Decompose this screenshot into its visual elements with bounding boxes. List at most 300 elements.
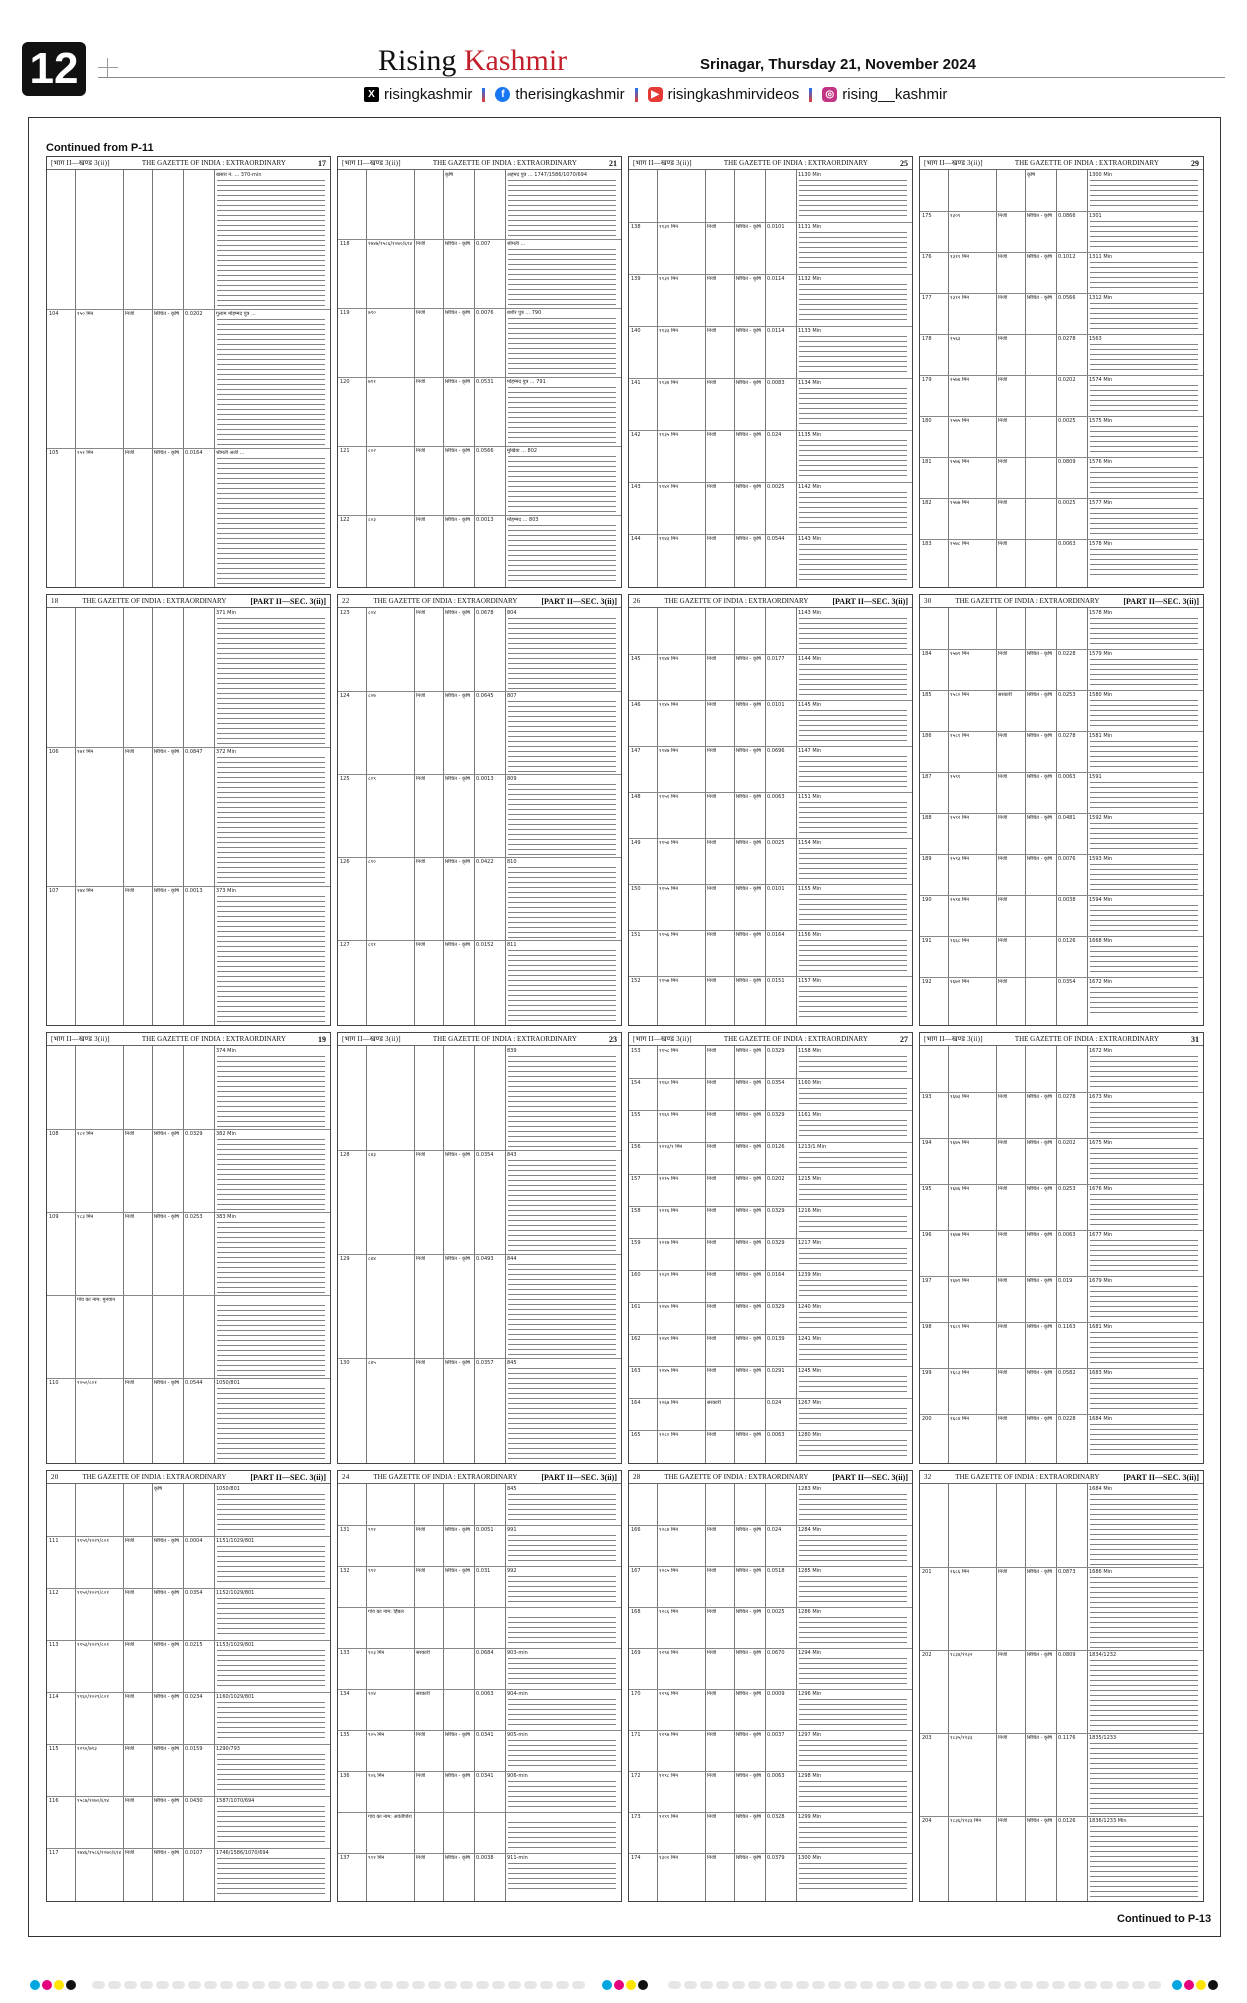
table-cell-area: 0.0051 [476,1527,494,1533]
table-cell-khasra: १५८१ मिन [950,733,970,739]
table-cell-serial: 193 [922,1094,932,1100]
print-pill-mark [1084,1981,1097,1989]
table-cell-serial: 194 [922,1140,932,1146]
table-cell-ownership: निजी [998,336,1008,342]
newspaper-brand[interactable] [378,44,567,78]
table-cell-area: 0.0038 [1058,897,1076,903]
table-cell-serial: 135 [340,1732,350,1738]
table-cell-area: 0.0083 [767,380,785,386]
table-column-divider [123,170,124,587]
table-column-divider [948,170,949,587]
table-row-divider [920,936,1203,937]
table-cell-khasra: १७४७/१५८६/१०७०/६९४ [368,241,413,247]
table-row-divider [920,293,1203,294]
gazette-page-number: 31 [1190,1035,1199,1044]
description-text-block [1090,1378,1198,1412]
table-cell-description: 1686 Min [1089,1569,1113,1575]
table-cell-description: 1285 Min [798,1568,822,1574]
description-text-block [217,1858,325,1898]
table-cell-land-type: सिंचित - कृषि [736,1368,762,1374]
table-cell-description: 1300 Min [798,1855,822,1861]
table-row-divider [47,1588,330,1589]
table-cell-description: 903-min [507,1650,528,1656]
table-cell-area: 0.0354 [476,1152,494,1158]
table-column-divider [734,1046,735,1463]
description-text-block [508,1368,616,1460]
description-text-block [217,618,325,745]
table-cell-khasra: १८३५/१२३३ [950,1735,973,1741]
table-cell-description: 1580 Min [1089,692,1113,698]
gazette-page-header [920,1033,1203,1046]
table-cell-khasra: १६६८ मिन [950,938,970,944]
gazette-part-label: 20 [51,1473,59,1481]
table-cell-area: 0.0234 [185,1694,203,1700]
table-cell-khasra: ११५२/१०२९/८०१ [77,1590,109,1596]
table-cell-description: 1301 [1089,213,1102,219]
table-cell-ownership: निजी [416,776,426,782]
table-cell-description: 839 [507,1048,517,1054]
table-cell-serial: 167 [631,1568,641,1574]
table-cell-khasra: ९०५ मिन [368,1732,385,1738]
gazette-part-label: [भाग II—खण्ड 3(ii)] [342,159,401,167]
table-row-divider [629,482,912,483]
print-registration-bar [22,1978,1222,1992]
description-text-block [799,180,907,220]
table-cell-area: 0.0063 [1058,541,1076,547]
table-cell-ownership: निजी [416,448,426,454]
table-cell-khasra: ११५४ मिन [659,840,679,846]
gazette-page-27 [628,1032,913,1464]
gazette-part-label: 28 [633,1473,641,1481]
table-cell-ownership: निजी [998,938,1008,944]
table-cell-land-type: सिंचित - कृषि [736,432,762,438]
social-instagram-handle: rising__kashmir [842,86,948,103]
table-cell-serial: 111 [49,1538,59,1544]
table-cell-land-type: सिंचित - कृषि [736,794,762,800]
cmyk-swatch-icon [42,1980,52,1990]
table-column-divider [214,1046,215,1463]
table-row-divider [338,1358,621,1359]
table-cell-area: 0.0202 [767,1176,785,1182]
table-cell-area: 0.0202 [1058,1140,1076,1146]
gazette-page-29 [919,156,1204,588]
table-cell-area: 0.0063 [767,1432,785,1438]
table-cell-land-type: सिंचित - कृषि [736,702,762,708]
table-cell-khasra: १२१५ मिन [659,1176,679,1182]
table-cell-serial: 119 [340,310,350,316]
table-cell-ownership: निजी [998,1569,1008,1575]
table-cell-description: अहमद पुत्र ... 1747/1586/1070/694 [507,172,588,178]
table-cell-serial: 203 [922,1735,932,1741]
table-cell-land-type: सिंचित - कृषि [1027,295,1053,301]
table-row-divider [47,1129,330,1130]
description-text-block [1090,221,1198,250]
gazette-page-number: [PART II—SEC. 3(ii)] [1123,597,1199,606]
table-cell-land-type: सिंचित - कृषि [445,448,471,454]
table-cell-land-type: सिंचित - कृषि [736,1336,762,1342]
table-cell-serial: 176 [922,254,932,260]
table-cell-description: 1147 Min [798,748,822,754]
gazette-part-label: [भाग II—खण्ड 3(ii)] [924,159,983,167]
table-cell-land-type: सिंचित - कृषि [445,1773,471,1779]
table-cell-khasra: १६८३ मिन [950,1370,970,1376]
table-cell-description: 1267 Min [798,1400,822,1406]
print-pill-mark [700,1981,713,1989]
gazette-page-number: [PART II—SEC. 3(ii)] [541,1473,617,1482]
table-cell-ownership: निजी [707,932,717,938]
gazette-title: THE GAZETTE OF INDIA : EXTRAORDINARY [373,597,518,605]
table-cell-area: 0.0341 [476,1732,494,1738]
print-pill-mark [92,1981,105,1989]
table-column-divider [657,608,658,1025]
social-x[interactable] [364,86,472,103]
table-cell-area: 0.0038 [476,1855,494,1861]
description-text-block [508,525,616,582]
gazette-page-grid [46,156,1210,1908]
table-row-divider [629,746,912,747]
description-text-block [799,492,907,532]
gazette-part-label: [भाग II—खण्ड 3(ii)] [633,1035,692,1043]
table-column-divider [796,1484,797,1901]
table-cell-land-type: सिंचित - कृषि [736,1773,762,1779]
table-row-divider [920,1322,1203,1323]
table-row-divider [338,1689,621,1690]
print-pill-mark [332,1981,345,1989]
table-cell-ownership: निजी [998,1370,1008,1376]
description-text-block [799,1699,907,1728]
table-cell-ownership: निजी [416,1527,426,1533]
gazette-part-label: [भाग II—खण्ड 3(ii)] [633,159,692,167]
table-cell-description: 1050/801 [216,1486,240,1492]
table-cell-area: 0.0025 [767,1609,785,1615]
table-row-divider [629,1771,912,1772]
description-text-block [508,784,616,855]
gazette-title: THE GAZETTE OF INDIA : EXTRAORDINARY [723,1035,868,1043]
print-pill-mark [876,1981,889,1989]
table-cell-area: 0.031 [476,1568,491,1574]
table-row-divider [920,813,1203,814]
description-text-block [1090,1240,1198,1274]
print-pill-mark [492,1981,505,1989]
table-row-divider [920,334,1203,335]
gazette-page-number: [PART II—SEC. 3(ii)] [832,597,908,606]
table-cell-khasra: ११४४ मिन [659,656,679,662]
table-column-divider [948,608,949,1025]
table-cell-serial: 183 [922,541,932,547]
table-cell-description: 1579 Min [1089,651,1113,657]
table-cell-ownership: निजी [998,856,1008,862]
table-cell-ownership: निजी [707,1112,717,1118]
table-column-divider [996,608,997,1025]
print-pill-mark [140,1981,153,1989]
table-cell-land-type: सिंचित - कृषि [736,380,762,386]
table-cell-description: 1578 Min [1089,610,1113,616]
description-text-block [799,1781,907,1810]
table-column-divider [474,170,475,587]
table-cell-area: 0.0063 [767,1773,785,1779]
table-column-divider [183,1046,184,1463]
gazette-table [629,1484,912,1901]
table-cell-serial: 134 [340,1691,350,1697]
table-cell-area: 0.0126 [1058,938,1076,944]
table-cell-land-type: सिंचित - कृषि [736,1732,762,1738]
table-cell-land-type: सिंचित - कृषि [736,224,762,230]
print-pill-mark [252,1981,265,1989]
table-column-divider [1087,170,1088,587]
gazette-title: THE GAZETTE OF INDIA : EXTRAORDINARY [664,597,809,605]
table-cell-area: 0.0126 [767,1144,785,1150]
table-cell-ownership: निजी [998,1818,1008,1824]
description-text-block [1090,303,1198,332]
cmyk-swatch-icon [602,1980,612,1990]
description-text-block [799,756,907,790]
description-text-block [799,1494,907,1523]
table-cell-land-type: सिंचित - कृषि [1027,692,1053,698]
table-cell-khasra: ११५३/१०२९/८०१ [77,1642,109,1648]
table-column-divider [505,170,506,587]
table-cell-serial: 195 [922,1186,932,1192]
table-column-divider [1025,608,1026,1025]
table-cell-khasra: १३११ मिन [950,254,970,260]
table-cell-serial: 140 [631,328,641,334]
description-text-block [1090,426,1198,455]
table-cell-land-type: सिंचित - कृषि [1027,213,1053,219]
table-cell-area: 0.0329 [767,1240,785,1246]
table-cell-area: 0.0341 [476,1773,494,1779]
gazette-page-header [629,1471,912,1484]
table-column-divider [705,1046,706,1463]
description-text-block [799,1408,907,1428]
table-row-divider [47,1744,330,1745]
table-cell-ownership: निजी [998,1186,1008,1192]
table-cell-land-type: सिंचित - कृषि [154,1798,180,1804]
page-number: 12 [22,42,86,96]
print-pill-mark [300,1981,313,1989]
table-row-divider [47,1536,330,1537]
table-cell-description: 1217 Min [798,1240,822,1246]
table-cell-serial: 143 [631,484,641,490]
gazette-page-number: 21 [608,159,617,168]
table-column-divider [366,1484,367,1901]
table-cell-land-type: सिंचित - कृषि [736,1048,762,1054]
description-text-block [1090,467,1198,496]
table-cell-land-type: सिंचित - कृषि [736,1176,762,1182]
table-cell-land-type: सिंचित - कृषि [1027,254,1053,260]
table-cell-land-type: सिंचित - कृषि [736,1208,762,1214]
table-cell-ownership: निजी [998,1278,1008,1284]
table-cell-land-type: सिंचित - कृषि [736,1814,762,1820]
table-cell-description: 1135 Min [798,432,822,438]
table-row-divider [629,534,912,535]
table-column-divider [214,608,215,1025]
table-cell-description: 1160/1029/801 [216,1694,255,1700]
table-row-divider [629,1566,912,1567]
table-cell-khasra: १८३ मिन [77,1214,94,1220]
table-column-divider [796,608,797,1025]
table-cell-ownership: निजी [998,1735,1008,1741]
table-cell-ownership: निजी [125,311,135,317]
table-cell-serial: 121 [340,448,350,454]
table-row-divider [629,1334,912,1335]
table-cell-area: 0.0063 [476,1691,494,1697]
table-row-divider [338,1525,621,1526]
instagram-icon: ◎ [822,87,837,102]
description-text-block [799,1617,907,1646]
table-cell-khasra: १३०० मिन [659,1855,679,1861]
gazette-table [920,1484,1203,1901]
table-cell-area: 0.007 [476,241,491,247]
table-cell-description: 383 Min [216,1214,237,1220]
gazette-part-label: 26 [633,597,641,605]
description-text-block [1090,1660,1198,1731]
table-cell-description: खसरा नं. ... 370-min [216,172,262,178]
social-youtube[interactable] [648,86,800,103]
table-cell-serial: 138 [631,224,641,230]
print-pill-mark [908,1981,921,1989]
table-cell-land-type: सिंचित - कृषि [736,932,762,938]
gazette-page-number: 29 [1190,159,1199,168]
cmyk-swatch-icon [1208,1980,1218,1990]
table-column-divider [765,608,766,1025]
table-row-divider [629,1689,912,1690]
table-cell-description: 804 [507,610,517,616]
table-cell-ownership: निजी [998,651,1008,657]
description-text-block [508,1056,616,1148]
table-cell-serial: 112 [49,1590,59,1596]
table-column-divider [1087,1046,1088,1463]
table-row-divider [920,416,1203,417]
table-cell-ownership: सरकारी [416,1650,430,1656]
table-cell-land-type: सिंचित - कृषि [445,379,471,385]
table-cell-khasra: ८१० [368,859,376,865]
cmyk-swatch-icon [614,1980,624,1990]
table-cell-land-type: सिंचित - कृषि [154,1590,180,1596]
table-cell-description: 1245 Min [798,1368,822,1374]
table-cell-serial: 158 [631,1208,641,1214]
table-cell-area: 0.0253 [1058,692,1076,698]
table-cell-description: 372 Min [216,749,237,755]
table-cell-description: 1578 Min [1089,541,1113,547]
table-cell-land-type: सिंचित - कृषि [445,1152,471,1158]
table-cell-area: 0.0101 [767,702,785,708]
table-cell-area: 0.0430 [185,1798,203,1804]
table-cell-khasra: १६७६ मिन [950,1186,970,1192]
table-cell-khasra: ११३३ मिन [659,328,679,334]
table-row-divider [338,1150,621,1151]
table-row-divider [47,1212,330,1213]
print-pill-mark [124,1981,137,1989]
table-cell-ownership: निजी [125,1538,135,1544]
table-column-divider [1025,1484,1026,1901]
table-cell-area: 0.0847 [185,749,203,755]
table-row-divider [629,274,912,275]
table-cell-land-type: सिंचित - कृषि [736,1080,762,1086]
table-cell-area: 0.024 [767,1400,782,1406]
table-cell-serial: 149 [631,840,641,846]
table-cell-description: श्रीमती अली ... [216,450,245,456]
table-cell-khasra: ११३२ मिन [659,276,679,282]
table-cell-khasra: ११६०/१०२९/८०१ [77,1694,109,1700]
table-cell-serial: 120 [340,379,350,385]
description-text-block [1090,1286,1198,1320]
table-cell-serial: 122 [340,517,350,523]
table-cell-description: गुलाम मोहम्मद पुत्र ... [216,311,256,317]
table-column-divider [948,1484,949,1901]
table-cell-land-type: सिंचित - कृषि [154,1131,180,1137]
table-cell-khasra: १२९८ मिन [659,1773,679,1779]
table-cell-description: श्रीमती ... [507,241,526,247]
table-cell-area: 0.0278 [1058,1094,1076,1100]
table-row-divider [629,1607,912,1608]
gazette-page-header [338,1033,621,1046]
print-pill-mark [364,1981,377,1989]
description-text-block [1090,1826,1198,1897]
table-cell-area: 0.0063 [1058,774,1076,780]
print-pill-mark [684,1981,697,1989]
gazette-table [338,1484,621,1901]
gazette-title: THE GAZETTE OF INDIA : EXTRAORDINARY [82,597,227,605]
table-cell-serial: 181 [922,459,932,465]
print-pill-mark [540,1981,553,1989]
table-cell-land-type: सिंचित - कृषि [445,1732,471,1738]
table-column-divider [505,608,506,1025]
table-cell-description: 906-min [507,1773,528,1779]
table-row-divider [629,1430,912,1431]
table-cell-description: 1577 Min [1089,500,1113,506]
description-text-block [799,710,907,744]
table-cell-description: 1142 Min [798,484,822,490]
table-cell-khasra: ११६० मिन [659,1080,679,1086]
brand-rising: Rising [378,44,457,77]
gazette-part-label: [भाग II—खण्ड 3(ii)] [924,1035,983,1043]
table-cell-khasra: ७९१ [368,379,376,385]
description-text-block [799,1184,907,1204]
table-cell-khasra: १६७३ मिन [950,1094,970,1100]
table-cell-serial: 192 [922,979,932,985]
table-cell-description: 1563 [1089,336,1102,342]
table-cell-khasra: १७१ मिन [77,749,94,755]
table-cell-serial: 202 [922,1652,932,1658]
table-column-divider [1056,1046,1057,1463]
table-cell-ownership: निजी [416,1360,426,1366]
social-facebook[interactable] [495,86,624,103]
table-cell-description: 1050/801 [216,1380,240,1386]
table-cell-ownership: निजी [998,500,1008,506]
description-text-block [217,896,325,1023]
table-cell-area: 0.0329 [767,1112,785,1118]
table-cell-khasra: ११३४ मिन [659,380,679,386]
table-cell-description: 1143 Min [798,610,822,616]
description-text-block [799,802,907,836]
gazette-page-number: [PART II—SEC. 3(ii)] [832,1473,908,1482]
table-row-divider [338,691,621,692]
table-cell-khasra: ११५६ मिन [659,932,679,938]
description-text-block [508,1863,616,1892]
print-pill-mark [572,1981,585,1989]
table-column-divider [414,1484,415,1901]
table-cell-ownership: निजी [707,748,717,754]
table-cell-area: 0.0670 [767,1650,785,1656]
description-text-block [508,1822,616,1851]
social-instagram[interactable] [822,86,947,103]
table-cell-land-type: सिंचित - कृषि [445,610,471,616]
table-column-divider [414,608,415,1025]
print-pill-mark [732,1981,745,1989]
table-cell-area: 0.0278 [1058,336,1076,342]
description-text-block [217,319,325,446]
gazette-page-17 [46,156,331,588]
table-cell-serial: 104 [49,311,59,317]
